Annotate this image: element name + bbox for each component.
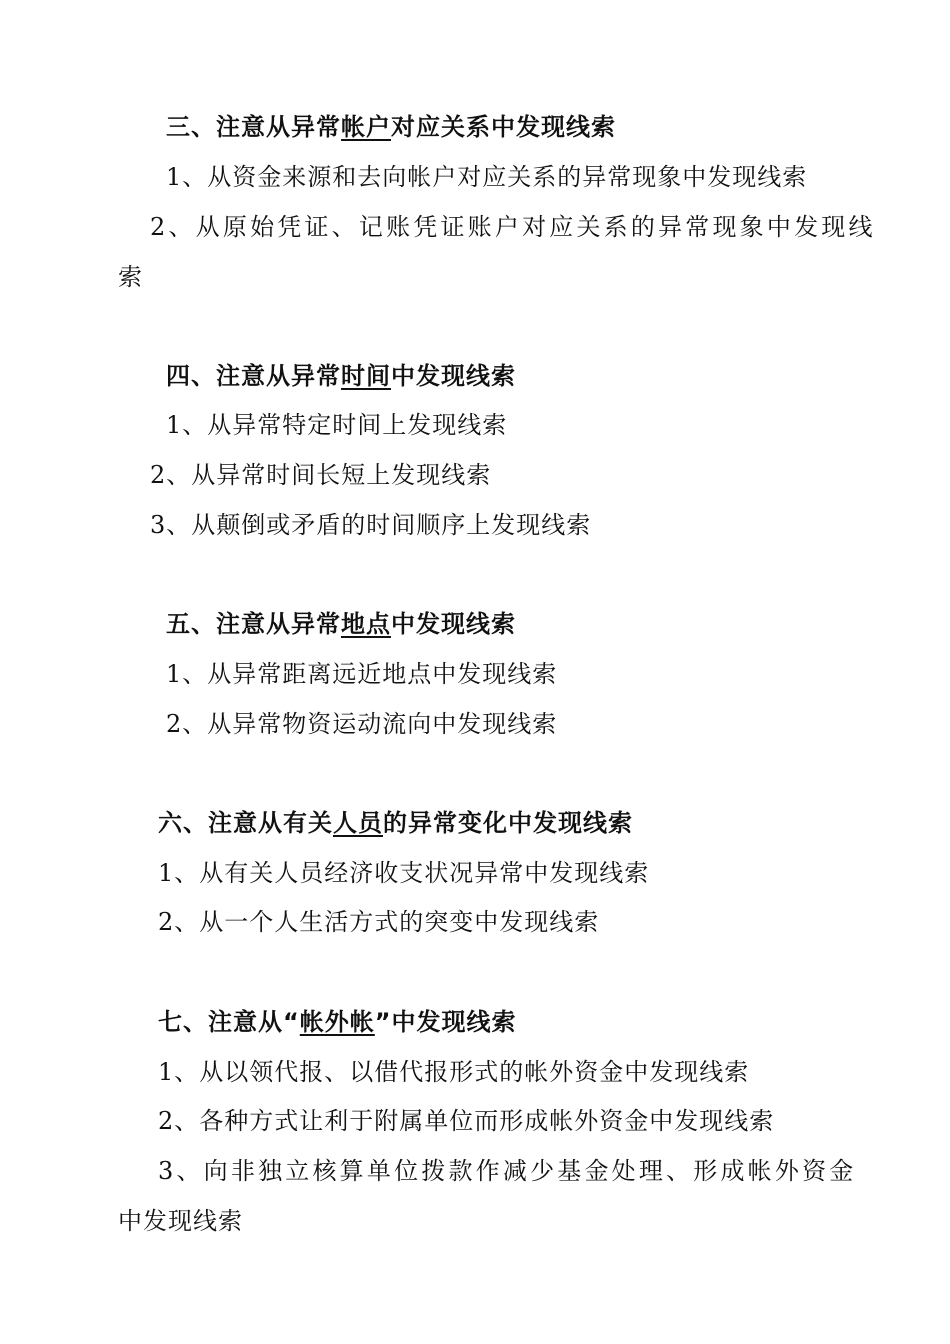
list-item: 1、从异常特定时间上发现线索	[166, 411, 508, 439]
heading-keyword: 帐外帐	[299, 1008, 375, 1036]
list-item: 2、从异常物资运动流向中发现线索	[166, 710, 558, 738]
heading-text: 七、注意从“	[158, 1008, 300, 1036]
list-item: 1、从资金来源和去向帐户对应关系的异常现象中发现线索	[166, 163, 808, 191]
heading-text: 中发现线索	[391, 610, 516, 638]
section-heading-accounts	[166, 110, 616, 144]
heading-text: 六、注意从有关	[158, 809, 333, 837]
heading-text: 五、注意从异常	[166, 610, 341, 638]
heading-text: 三、注意从异常	[166, 113, 341, 141]
section-heading-off-book-accounts	[158, 1005, 517, 1039]
section-heading-time	[166, 359, 516, 393]
heading-keyword: 帐户	[341, 113, 391, 141]
section-heading-location	[166, 607, 516, 641]
list-item: 3、从颠倒或矛盾的时间顺序上发现线索	[150, 511, 592, 539]
heading-keyword: 地点	[341, 610, 391, 638]
heading-text: 中发现线索	[391, 362, 516, 390]
heading-text: 四、注意从异常	[166, 362, 341, 390]
heading-keyword: 人员	[333, 809, 383, 837]
section-heading-personnel	[158, 806, 633, 840]
heading-text: 的异常变化中发现线索	[383, 809, 633, 837]
heading-text: ”中发现线索	[374, 1008, 517, 1036]
list-item: 1、从有关人员经济收支状况异常中发现线索	[158, 859, 650, 887]
list-item: 2、从异常时间长短上发现线索	[150, 461, 492, 489]
list-item: 2、各种方式让利于附属单位而形成帐外资金中发现线索	[158, 1107, 775, 1135]
list-item: 3、向非独立核算单位拨款作减少基金处理、形成帐外资金	[158, 1157, 857, 1185]
list-item-continuation: 索	[118, 263, 143, 291]
list-item: 1、从异常距离远近地点中发现线索	[166, 660, 558, 688]
list-item: 2、从原始凭证、记账凭证账户对应关系的异常现象中发现线	[150, 213, 876, 241]
heading-text: 对应关系中发现线索	[391, 113, 616, 141]
list-item: 2、从一个人生活方式的突变中发现线索	[158, 908, 600, 936]
list-item-continuation: 中发现线索	[118, 1207, 243, 1235]
list-item: 1、从以领代报、以借代报形式的帐外资金中发现线索	[158, 1058, 750, 1086]
heading-keyword: 时间	[341, 362, 391, 390]
